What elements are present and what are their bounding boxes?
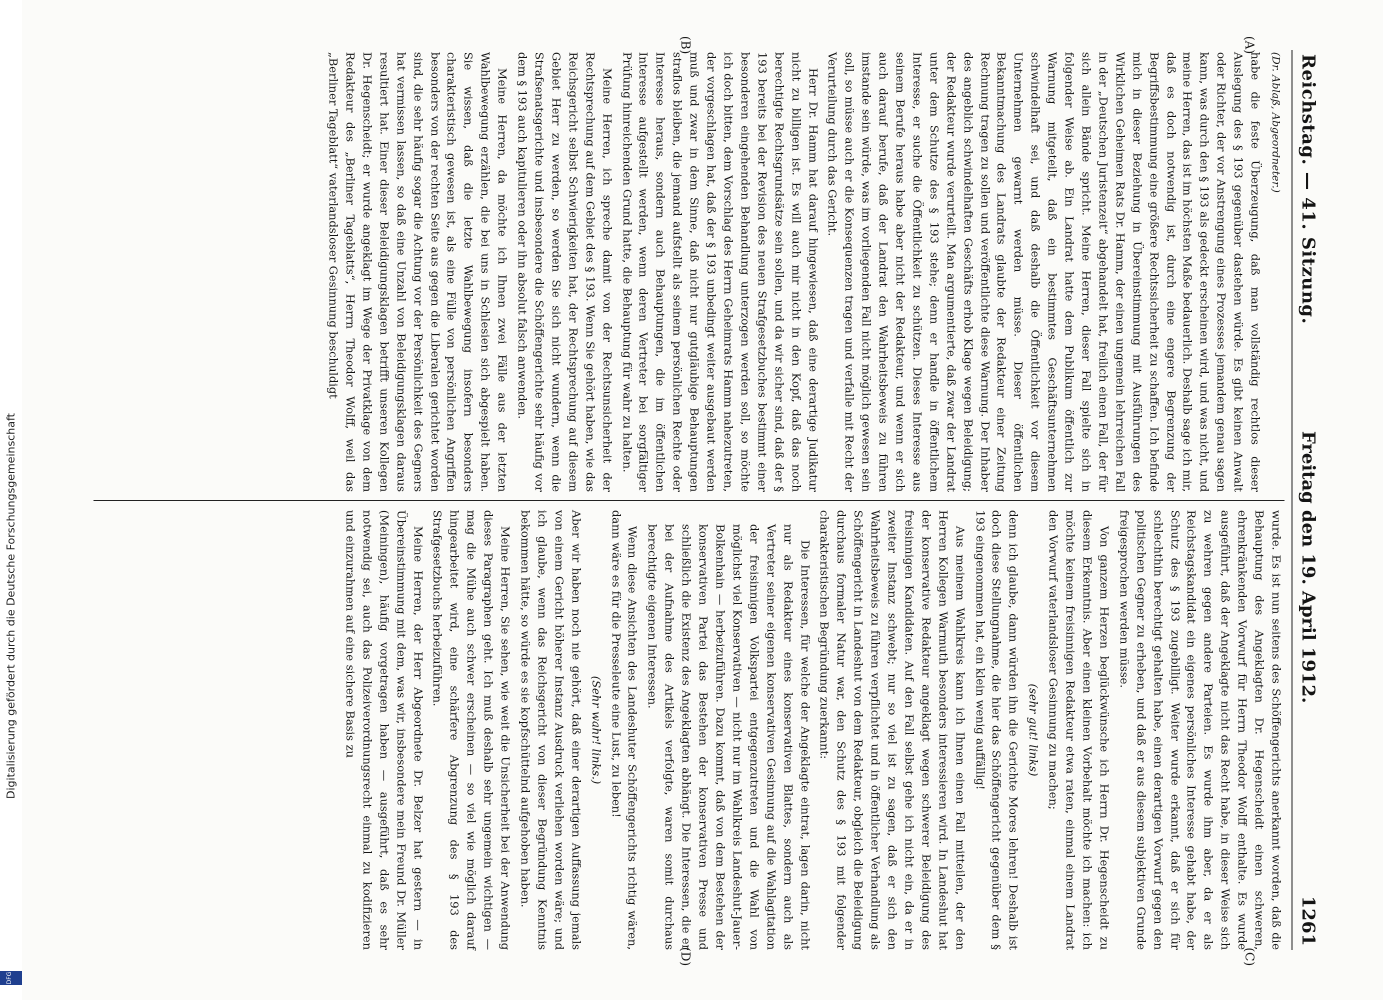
margin-mark-a: (A) [1242,36,1257,55]
margin-mark-d: (D) [678,947,693,966]
margin-mark-b: (B) [678,36,693,55]
dfg-logo-icon: DFG [0,971,22,985]
right-paragraph-9: Meine Herren, der Herr Abgeordnete Dr. Belzer hat gestern — in Übereinstimmung mit dem, was wir, insbesondere mein Freund Dr. Müller (Meiningen), häufig vorgetragen haben — ausgeführt, daß es sehr notwendig sei, auch das Polizeiverordnungsrecht einmal zu kodifizieren und einzurahmen auf eine sichere Basis zu [343,510,426,950]
header-rule [1292,50,1293,950]
digitization-credit [0,0,22,1000]
right-paragraph-6: Wenn diese Ansichten des Landeshuter Schöffengerichts richtig wären, dann wäre es für die Presseleute eine Lust, zu leben! [609,510,640,950]
interjection-1: (sehr gut! links) [1026,683,1041,777]
left-column [322,52,1285,492]
right-paragraph-8: Meine Herren, Sie sehen, wie weit die Unsicherheit bei der Anwendung dieses Paragraphen geht. Ich muß deshalb sehr ungemein wichtigen — mag die Mühe auch schwer erscheinen — so viel wie möglich darauf hingearbeitet wird, eine schärfere Abgrenzung des § 193 des Strafgesetzbuchs herbeizuführen. [431,510,513,950]
credit-text: Digitalisierung gefördert durch die Deutsche Forschungsgemeinschaft [4,413,18,799]
right-paragraph-7: Aber wir haben noch nie gehört, daß einer derartigen Auffassung jemals von einem Gericht höherer Instanz Ausdruck verliehen worden wäre; und ich glaube, wenn das Reichsgericht von dieser Begründung Kenntnis bekommen hätte, so würde es sie kopfschüttelnd aufgehoben haben. [518,510,584,950]
left-paragraph-4: Meine Herren, da möchte ich Ihnen zwei Fälle aus der letzten Wahlbewegung erzählen, die bei uns in Schlesien sich abgespielt haben. Sie wissen, daß die letzte Wahlbewegung insofern besonders charakteristisch gewesen ist, als eine Fülle von persönlichen Angriffen besonders von der rechten Seite aus gegen die Liberalen gerichtet worden sind, die sehr häufig sogar die Achtung vor der Persönlichkeit des Gegners hat vermissen lassen, so daß eine Unzahl von Beleidigungsklagen daraus resultiert hat. Einer dieser Beleidigungsklagen betrifft unseren Kollegen Dr. Hegenscheidt; er wurde angeklagt im Wege der Privatklage von dem Redakteur des „Berliner Tageblatts“, Herrn Theodor Wolff, weil das „Berliner Tageblatt“ vaterlandsloser Gesinnung beschuldigt [326,52,510,492]
page-header-right [1298,431,1319,946]
left-paragraph-2: Herr Dr. Hamm hat darauf hingewiesen, daß eine derartige Judikatur nicht zu billigen ist. Es will auch mir nicht in den Kopf, daß das noch berechtigte Rechtsgrundsätze sein sollen, und da wir sicher sind, daß der § 193 bereits bei der Revision des neuen Strafgesetzbuches bestimmt einer besonderen eingehenden Behandlung unterzogen werden soll, so möchte ich doch bitten, dem Vorschlag des Herrn Geheimrats Hamm nahezutreten, der vorgeschlagen hat, daß der § 193 unbedingt weiter ausgebaut werden muß und zwar in dem Sinne, daß nicht nur gutgläubige Behauptungen straflos bleiben, die jemand aufstellt als seinem persönlichen Rechte oder Interesse heraus, sondern auch Behauptungen, die im öffentlichen Interesse aufgestellt werden, wenn deren Vertreter bei sorgfältiger Prüfung hinreichenden Grund hatte, die Behauptung für wahr zu halten. [620,52,821,492]
right-paragraph-2: Von ganzem Herzen beglückwünsche ich Herrn Dr. Hegenscheidt zu diesem Erkenntnis. Aber einen kleinen Vorbehalt möchte ich machen: ich möchte keinem freisinnigen Redakteur etwa raten, einmal einem Landrat den Vorwurf vaterlandsloser Gesinnung zu machen; [1046,510,1112,950]
margin-mark-c: (C) [1242,947,1257,966]
newspaper-page [72,30,1333,970]
right-paragraph-4: Aus meinem Wahlkreis kann ich Ihnen einen Fall mitteilen, der den Herren Kollegen Warmuth besonders interessieren wird. In Landeshut hat der konservative Redakteur angeklagt wegen schwerer Beleidigung des freisinnigen Kandidaten. Auf den Fall selbst gehe ich nicht ein, da er in zweiter Instanz schwebt; nur so viel ist zu sagen, daß er sich den Wahrheitsbeweis zu führen verpflichtet und in öffentlicher Verhandlung als Schöffengericht in Landeshut von dem Redakteur, obgleich die Beleidigung durchaus formaler Natur war, den Schutz des § 193 mit folgender charakteristischen Begründung zuerkannt: [817,510,968,950]
header-date: Freitag den 19. April 1912. [1297,430,1319,704]
left-paragraph-1: habe die feste Überzeugung, daß man vollständig rechtlos dieser Auslegung des § 193 gegenüber dastehen würde. Es gibt keinen Anwalt oder Richter, der vor Anstrengung eines Prozesses jemandem genau sagen kann, was durch den § 193 als gedeckt erscheinen wird, und was nicht, und meine Herren, das ist im höchsten Maße bedauerlich. Deshalb sage ich mir, daß es doch notwendig ist, durch eine engere Begrenzung der Begriffsbestimmung eine größere Rechtssicherheit zu schaffen. Ich befinde mich in dieser Beziehung in Übereinstimmung mit Ausführungen des Wirklichen Geheimen Rats Dr. Hamm, der einen ungemein lehrreichen Fall in der „Deutschen Juristenzeit“ abgehandelt hat, freilich einen Fall, der für sich allein Bände spricht. Meine Herren, dieser Fall spielte sich in folgender Weise ab. Ein Landrat hatte dem Publikum öffentlich zur Warnung mitgeteilt, daß ein bestimmtes Geschäftsunternehmen schwindelhaft sei, und daß deshalb die Öffentlichkeit vor diesem Unternehmen gewarnt werden müsse. Dieser öffentlichen Bekanntmachung des Landrats glaubte der Redakteur einer Zeitung Rechnung tragen zu sollen und veröffentlichte diese Warnung. Der Inhaber des angeblich schwindelhaften Geschäfts erhob Klage wegen Beleidigung; der Redakteur wurde verurteilt. Man argumentierte, daß zwar der Landrat unter dem Schutze des § 193 stehe; denn er handle in öffentlichem Interesse, er suche die Öffentlichkeit zu schützen. Dieses Interesse aus seinem Berufe heraus habe aber nicht der Redakteur, und wenn er sich auch darauf berufe, daß der Landrat den Wahrheitsbeweis zu führen imstande sein würde, was im vorliegenden Fall nicht möglich gewesen sein soll, so müsse auch er die Konsequenzen tragen und verfalle mit Recht der Verurteilung durch das Gericht. [825,52,1263,492]
column-rule [94,500,1285,501]
right-paragraph-3: denn ich glaube, dann würden ihn die Gerichte Mores lehren! Deshalb ist doch diese Stellungnahme, die hier das Schöffengericht gegenüber dem § 193 eingenommen hat, ein klein wenig auffällig! [973,510,1021,950]
left-paragraph-3: Meine Herren, ich spreche damit von der Rechtsunsicherheit der Rechtsprechung auf dem Gebiet des § 193. Wenn Sie gehört haben, wie das Reichsgericht selbst Schwierigkeiten hat, der Rechtsprechung auf diesem Gebiet Herr zu werden, so werden Sie sich nicht wundern, wenn die Strafsenatsgerichte und insbesondere die Schöffengerichte sehr häufig vor dem § 193 auch kapitulieren oder ihn absolut falsch anwenden. [515,52,615,492]
interjection-2: (Sehr wahr! links.) [589,675,604,785]
right-paragraph-1: wurde. Es ist nun seitens des Schöffengerichts anerkannt worden, daß die Behauptung des Angeklagten Dr. Hegenscheidt einen schweren, ehrenkränkenden Vorwurf für Herrn Theodor Wolff enthalte. Es wurde ausgeführt, daß der Angeklagte nicht das Recht habe, in dieser Weise sich zu wehren gegen andere Parteien. Es wurde ihm aber, da er als Reichstagskandidat ein eigenes persönliches Interesse gehabt habe, der Schutz des § 193 zugebilligt. Weiter wurde erkannt, daß er sich für schlechthin berechtigt gehalten habe, einen derartigen Vorwurf gegen den politischen Gegner zu erheben, und daß er aus diesem subjektiven Grunde freigesprochen werden müsse. [1117,510,1284,950]
page-header-left: Reichstag. — 41. Sitzung. [1297,54,1319,325]
court-quote: Die Interessen, für welche der Angeklagte eintrat, lagen darin, nicht nur als Redakteur eines konservativen Blattes, sondern auch als Vertreter seiner eigenen konservativen Gesinnung auf die Wahlagitation der freisinnigen Volkspartei entgegenzutreten und die Wahl von möglichst viel Konservativen — nicht nur im Wahlkreis Landeshut-Jauer-Bolkenhain — herbeizuführen. Dazu kommt, daß von dem Bestehen der konservativen Partei das Bestehen der konservativen Presse und schließlich die Existenz des Angeklagten abhängt. Die Interessen, die er bei der Aufnahme des Artikels verfolgte, waren somit durchaus berechtigte eigenen Interessen. [645,524,813,950]
right-column [339,510,1285,950]
scanned-page-area [22,0,1383,1000]
speaker-note: (Dr. Ablaß, Abgeordneter.) [1269,52,1282,193]
page-number: 1261 [1297,895,1319,946]
